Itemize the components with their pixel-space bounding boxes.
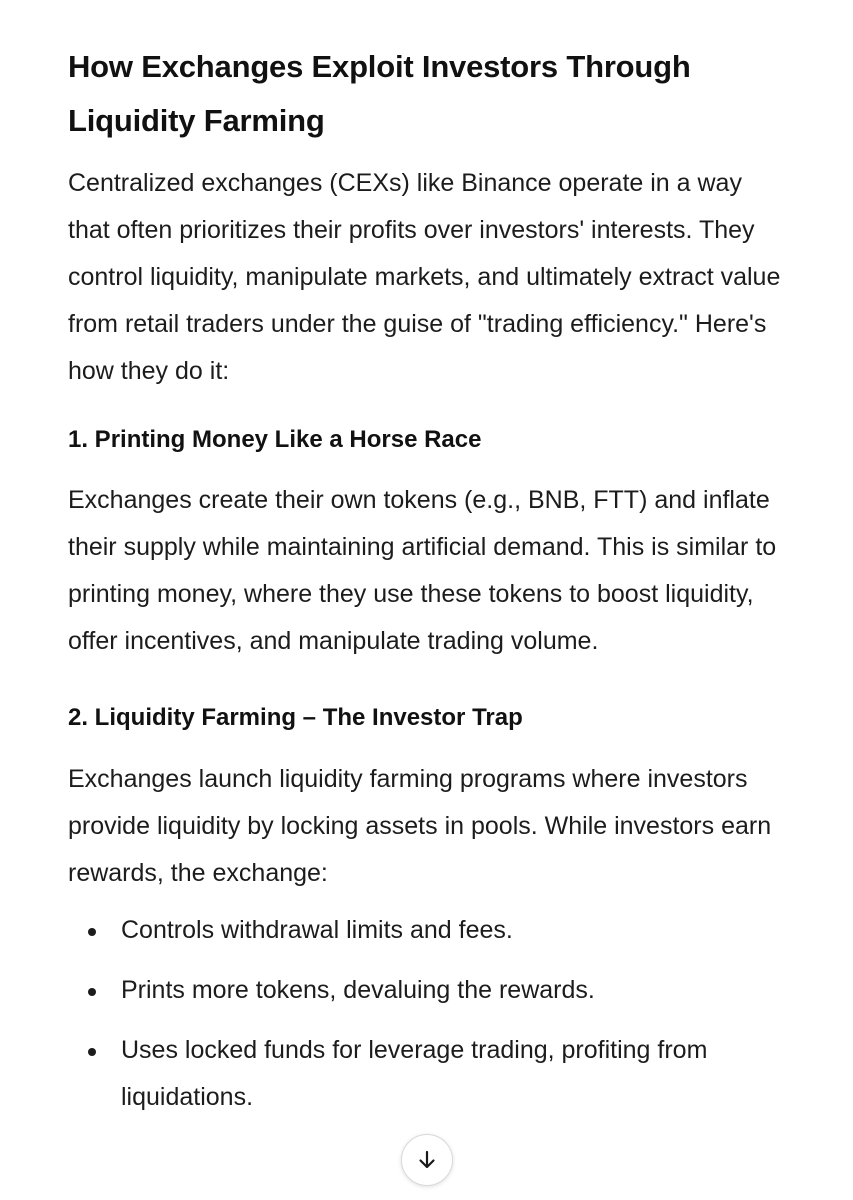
section-heading-liquidity-farming: 2. Liquidity Farming – The Investor Trap bbox=[68, 704, 523, 731]
intro-paragraph: Centralized exchanges (CEXs) like Binance operate in a way that often prioritizes their profits over investors' interests. They control liquidity, manipulate markets, and ultimately extract value from retail traders under the guise of "trading efficiency." Here's how they do it: bbox=[68, 169, 781, 385]
section-body-printing-money: Exchanges create their own tokens (e.g., BNB, FTT) and inflate their supply while maintaining artificial demand. This is similar to printing money, where they use these tokens to boost liquidity, offer incentives, and manipulate trading volume. bbox=[68, 486, 777, 655]
article bbox=[68, 40, 788, 1134]
list-item-text: Controls withdrawal limits and fees. bbox=[121, 916, 513, 944]
bullet-list bbox=[68, 907, 788, 1121]
list-item bbox=[68, 967, 788, 1014]
list-item-text: Uses locked funds for leverage trading, profiting from liquidations. bbox=[121, 1036, 708, 1111]
list-item bbox=[68, 907, 788, 954]
bullet-dot-icon bbox=[88, 988, 96, 996]
bullet-dot-icon bbox=[88, 1048, 96, 1056]
section-body-liquidity-farming: Exchanges launch liquidity farming programs where investors provide liquidity by locking assets in pools. While investors earn rewards, the exchange: bbox=[68, 765, 772, 887]
list-item bbox=[68, 1027, 788, 1121]
article-title: How Exchanges Exploit Investors Through Liquidity Farming bbox=[68, 49, 691, 138]
bullet-dot-icon bbox=[88, 928, 96, 936]
scroll-to-bottom-button[interactable] bbox=[401, 1134, 453, 1186]
list-item-text: Prints more tokens, devaluing the rewards. bbox=[121, 976, 595, 1004]
section-heading-printing-money: 1. Printing Money Like a Horse Race bbox=[68, 426, 482, 453]
arrow-down-icon bbox=[415, 1148, 439, 1172]
